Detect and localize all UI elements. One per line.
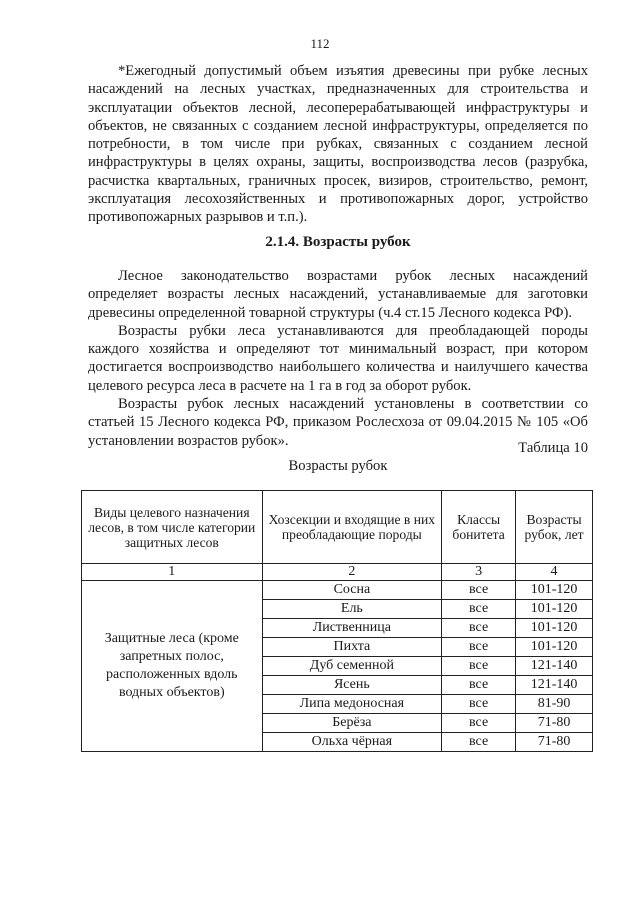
bonitet-cell: все [442, 619, 516, 638]
species-cell: Берёза [262, 714, 442, 733]
table-label: Таблица 10 [518, 440, 588, 456]
column-number: 4 [516, 564, 593, 581]
age-cell: 81-90 [516, 695, 593, 714]
bonitet-cell: все [442, 657, 516, 676]
table-row [82, 581, 593, 600]
section-heading: 2.1.4. Возрасты рубок [265, 234, 411, 250]
age-cell: 101-120 [516, 638, 593, 657]
species-cell: Дуб семенной [262, 657, 442, 676]
section-body [88, 267, 588, 450]
footnote-paragraph [88, 62, 588, 227]
table-header-cell: Возрасты рубок, лет [516, 491, 593, 564]
page-number: 112 [310, 36, 330, 51]
bonitet-cell: все [442, 676, 516, 695]
age-cell: 71-80 [516, 733, 593, 752]
age-cell: 101-120 [516, 619, 593, 638]
bonitet-cell: все [442, 733, 516, 752]
column-number: 3 [442, 564, 516, 581]
species-cell: Пихта [262, 638, 442, 657]
species-cell: Сосна [262, 581, 442, 600]
age-cell: 121-140 [516, 676, 593, 695]
species-cell: Лиственница [262, 619, 442, 638]
footnote-text: *Ежегодный допустимый объем изъятия древесины при рубке лесных насаждений на лесных участках, предназначенных для строительства и эксплуатации объектов лесной, лесоперерабатывающей инфраструктуры и объектов, не связанных с созданием лесной инфраструктуры, определяется по потребности, в том числе при рубках, связанных с созданием лесной инфраструктуры в целях охраны, защиты, воспроизводства лесов (разрубка, расчистка квартальных, граничных просек, визиров, строительство, ремонт, эксплуатация лесохозяйственных и противопожарных дорог, устройство противопожарных разрывов и т.п.). [88, 63, 588, 226]
table-header-cell: Хозсекции и входящие в них преобладающие породы [262, 491, 442, 564]
table-header-cell: Виды целевого назначения лесов, в том числе категории защитных лесов [82, 491, 263, 564]
table-header-cell: Классы бонитета [442, 491, 516, 564]
species-cell: Липа медоносная [262, 695, 442, 714]
paragraph: Возрасты рубки леса устанавливаются для преобладающей породы каждого хозяйства и определяют тот минимальный возраст, при котором достигается воспроизводство наибольшего количества и наилучшего качества целевого ресурса леса в расчете на 1 га в год за оборот рубок. [88, 322, 588, 394]
species-cell: Ольха чёрная [262, 733, 442, 752]
column-number: 2 [262, 564, 442, 581]
age-cell: 101-120 [516, 600, 593, 619]
species-cell: Ель [262, 600, 442, 619]
cutting-age-table [81, 490, 593, 752]
age-cell: 101-120 [516, 581, 593, 600]
bonitet-cell: все [442, 714, 516, 733]
bonitet-cell: все [442, 638, 516, 657]
paragraph: Возрасты рубок лесных насаждений установлены в соответствии со статьей 15 Лесного кодекса РФ, приказом Рослесхоза от 09.04.2015 № 105 «Об установлении возрастов рубок». [88, 396, 588, 449]
species-cell: Ясень [262, 676, 442, 695]
table-title: Возрасты рубок [288, 458, 388, 474]
bonitet-cell: все [442, 581, 516, 600]
age-cell: 71-80 [516, 714, 593, 733]
table-header-row [82, 491, 593, 564]
category-cell: Защитные леса (кроме запретных полос, расположенных вдоль водных объектов) [82, 581, 263, 752]
paragraph: Лесное законодательство возрастами рубок лесных насаждений определяет возрасты лесных насаждений, устанавливаемые для заготовки древесины определенной товарной структуры (ч.4 ст.15 Лесного кодекса РФ). [88, 268, 588, 321]
bonitet-cell: все [442, 695, 516, 714]
bonitet-cell: все [442, 600, 516, 619]
column-number: 1 [82, 564, 263, 581]
age-cell: 121-140 [516, 657, 593, 676]
column-number-row [82, 564, 593, 581]
